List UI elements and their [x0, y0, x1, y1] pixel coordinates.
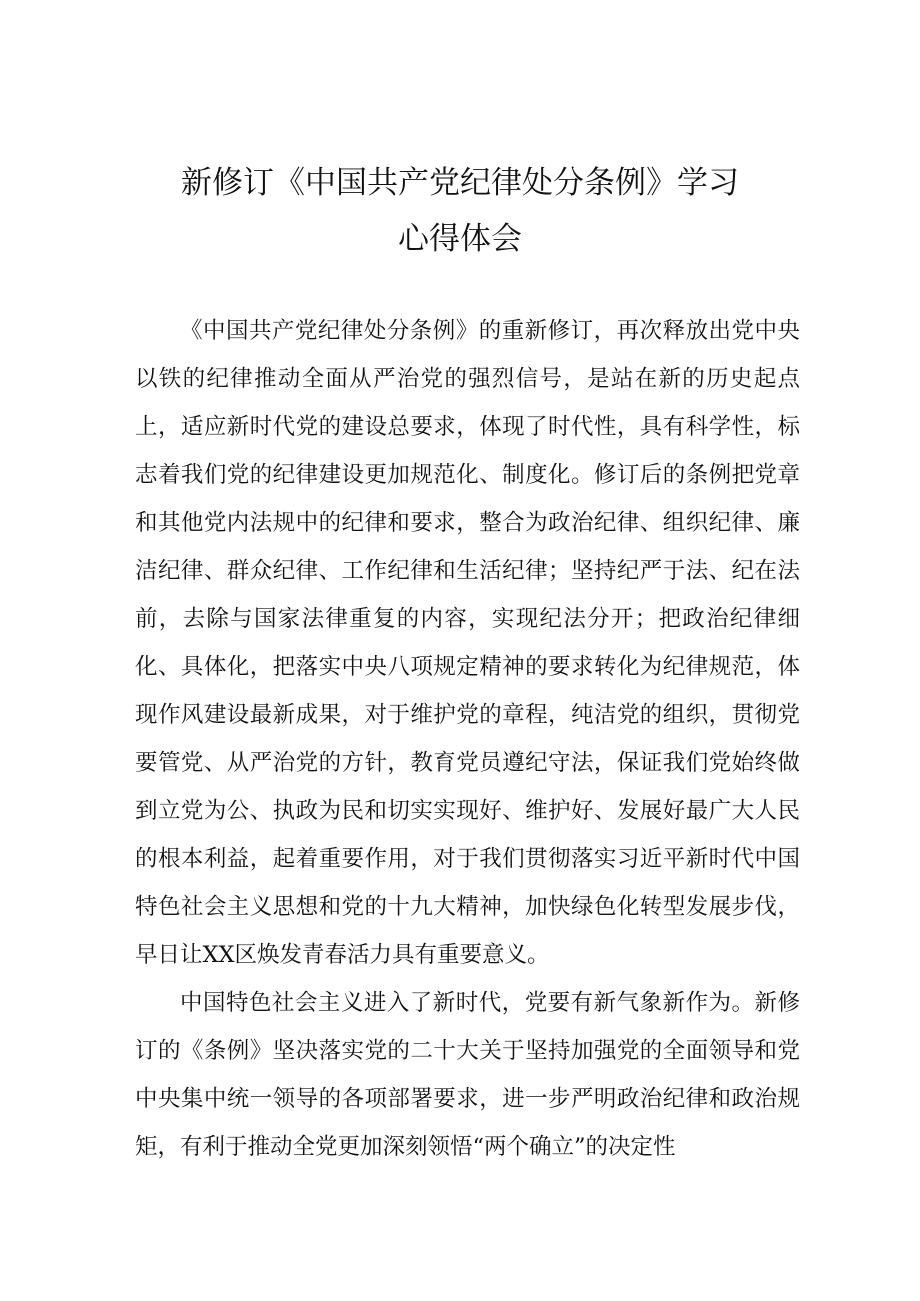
body-paragraph-2: 中国特色社会主义进入了新时代，党要有新气象新作为。新修订的《条例》坚决落实党的二十大关于坚持加强党的全面领导和党中央集中统一领导的各项部署要求，进一步严明政治纪律和政治规矩，有利于推动全党更加深刻领悟“两个确立”的决定性 [135, 990, 800, 1160]
document-title-line-2: 心得体会 [398, 221, 522, 257]
body-paragraph-1: 《中国共产党纪律处分条例》的重新修订，再次释放出党中央以铁的纪律推动全面从严治党的强烈信号，是站在新的历史起点上，适应新时代党的建设总要求，体现了时代性，具有科学性，标志着我们党的纪律建设更加规范化、制度化。修订后的条例把党章和其他党内法规中的纪律和要求，整合为政治纪律、组织纪律、廉洁纪律、群众纪律、工作纪律和生活纪律；坚持纪严于法、纪在法前，去除与国家法律重复的内容，实现纪法分开；把政治纪律细化、具体化，把落实中央八项规定精神的要求转化为纪律规范，体现作风建设最新成果，对于维护党的章程，纯洁党的组织，贯彻党要管党、从严治党的方针，教育党员遵纪守法，保证我们党始终做到立党为公、执政为民和切实实现好、维护好、发展好最广大人民的根本利益，起着重要作用，对于我们贯彻落实习近平新时代中国特色社会主义思想和党的十九大精神，加快绿色化转型发展步伐，早日让XX区焕发青春活力具有重要意义。 [135, 318, 800, 968]
document-title-line-1: 新修订《中国共产党纪律处分条例》学习 [181, 165, 739, 201]
